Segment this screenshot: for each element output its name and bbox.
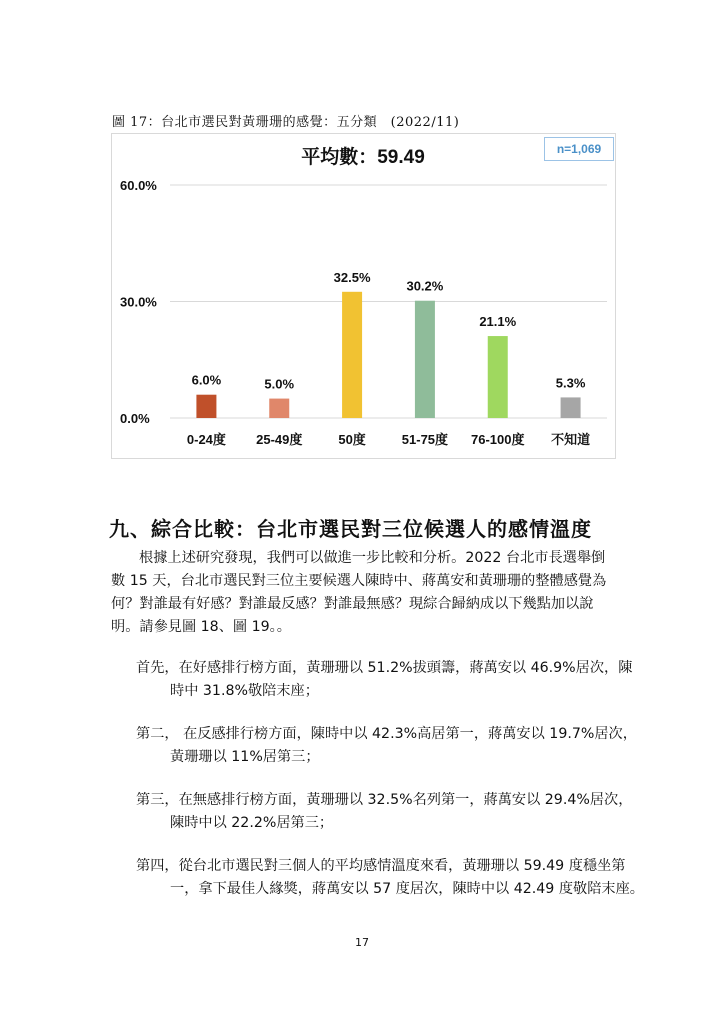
x-tick-label: 51-75度 [401,432,449,447]
section-heading: 九、綜合比較：台北市選民對三位候選人的感情溫度 [109,517,592,541]
bar [196,395,216,418]
x-tick-label: 0-24度 [186,432,226,447]
intro-paragraph: 根據上述研究發現，我們可以做進一步比較和分析。2022 台北市長選舉倒數 15 天，台北市選民對三位主要候選人陳時中、蔣萬安和黃珊珊的整體感覺為何？對誰最有好感？對誰最反感？對誰最無感？現綜合歸納成以下幾點加以說明。請參見圖 18、圖 19。。 [111,550,607,635]
bar [415,301,435,418]
data-label: 6.0% [191,372,222,388]
sample-size-badge: n=1,069 [544,137,614,161]
y-tick-label: 60.0% [120,178,157,193]
data-label: 32.5% [333,269,371,285]
summary-point-2: 第二， 在反感排行榜方面，陳時中以 42.3%高居第一，蔣萬安以 19.7%居次，黃珊珊以 11%居第三； [136,726,637,765]
summary-point-3: 第三，在無感排行榜方面，黃珊珊以 32.5%名列第一，蔣萬安以 29.4%居次，陳時中以 22.2%居第三； [136,792,633,831]
x-tick-label: 50度 [338,432,366,447]
data-label: 5.3% [555,375,586,391]
x-tick-label: 不知道 [551,432,591,447]
y-tick-label: 30.0% [120,294,157,310]
summary-point-1: 首先，在好感排行榜方面，黃珊珊以 51.2%拔頭籌，蔣萬安以 46.9%居次，陳時中 31.8%敬陪末座； [136,660,633,699]
data-label: 5.0% [264,376,295,392]
chart-canvas [112,134,615,458]
x-tick-label: 25-49度 [256,432,303,447]
bar [342,292,362,418]
data-label: 30.2% [406,278,444,294]
bar [561,397,581,418]
summary-point-4: 第四，從台北市選民對三個人的平均感情溫度來看，黃珊珊以 59.49 度穩坐第一，拿下最佳人緣獎，蔣萬安以 57 度居次，陳時中以 42.49 度敬陪末座。 [136,858,644,897]
chart-title: 平均數：59.49 [301,147,425,168]
figure-caption: 圖 17：台北市選民對黃珊珊的感覺：五分類 (2022/11) [112,115,460,130]
x-tick-label: 76-100度 [471,432,525,447]
page-number: 17 [355,936,369,949]
bar [269,399,289,418]
bar [488,336,508,418]
data-label: 21.1% [479,314,517,330]
y-tick-label: 0.0% [120,411,150,426]
bar-chart [111,133,616,459]
